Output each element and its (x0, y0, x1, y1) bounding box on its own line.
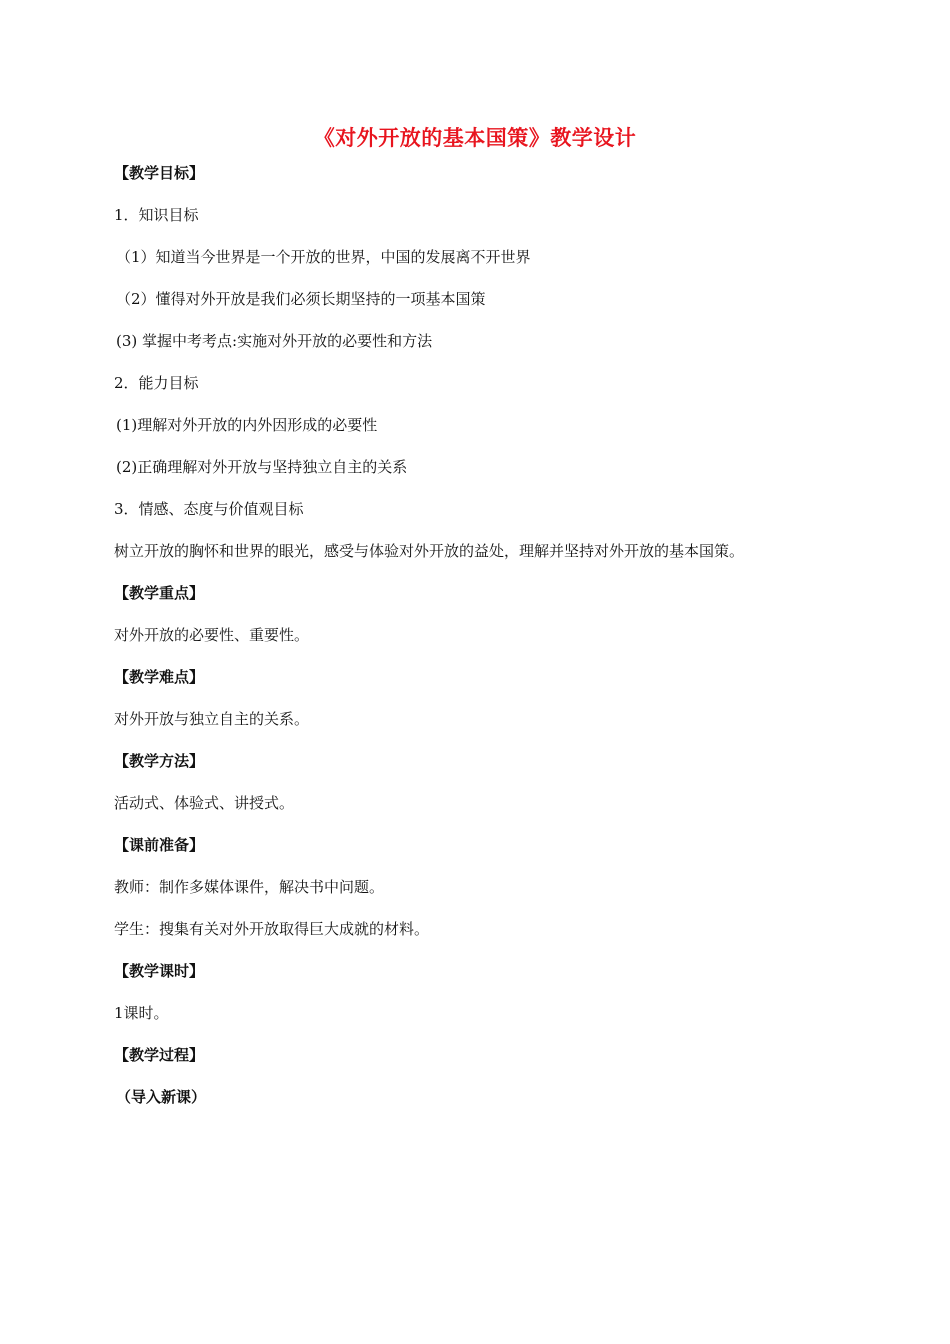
subheading-knowledge-goals: 1．知识目标 (114, 206, 199, 224)
section-heading-difficulties: 【教学难点】 (114, 668, 205, 686)
preparation-teacher: 教师：制作多媒体课件，解决书中问题。 (114, 878, 385, 896)
preparation-student: 学生：搜集有关对外开放取得巨大成就的材料。 (114, 920, 430, 938)
section-heading-process: 【教学过程】 (114, 1046, 205, 1064)
section-heading-key-points: 【教学重点】 (114, 584, 205, 602)
subheading-ability-goals: 2．能力目标 (114, 374, 199, 392)
subheading-emotion-goals: 3．情感、态度与价值观目标 (114, 500, 304, 518)
section-heading-methods: 【教学方法】 (114, 752, 205, 770)
class-hours-text: 1课时。 (114, 1004, 169, 1022)
section-heading-objectives: 【教学目标】 (114, 164, 205, 182)
ability-goal-1: (1)理解对外开放的内外因形成的必要性 (116, 416, 378, 434)
knowledge-goal-3: (3) 掌握中考考点:实施对外开放的必要性和方法 (116, 332, 433, 350)
key-points-text: 对外开放的必要性、重要性。 (114, 626, 310, 644)
methods-text: 活动式、体验式、讲授式。 (114, 794, 295, 812)
difficulties-text: 对外开放与独立自主的关系。 (114, 710, 310, 728)
ability-goal-2: (2)正确理解对外开放与坚持独立自主的关系 (116, 458, 408, 476)
knowledge-goal-1: （1）知道当今世界是一个开放的世界，中国的发展离不开世界 (116, 248, 531, 266)
subheading-introduction: （导入新课） (116, 1088, 207, 1106)
document-title: 《对外开放的基本国策》教学设计 (313, 126, 637, 150)
section-heading-preparation: 【课前准备】 (114, 836, 205, 854)
section-heading-class-hours: 【教学课时】 (114, 962, 205, 980)
knowledge-goal-2: （2）懂得对外开放是我们必须长期坚持的一项基本国策 (116, 290, 486, 308)
emotion-goal-text: 树立开放的胸怀和世界的眼光，感受与体验对外开放的益处，理解并坚持对外开放的基本国策。 (114, 542, 745, 560)
